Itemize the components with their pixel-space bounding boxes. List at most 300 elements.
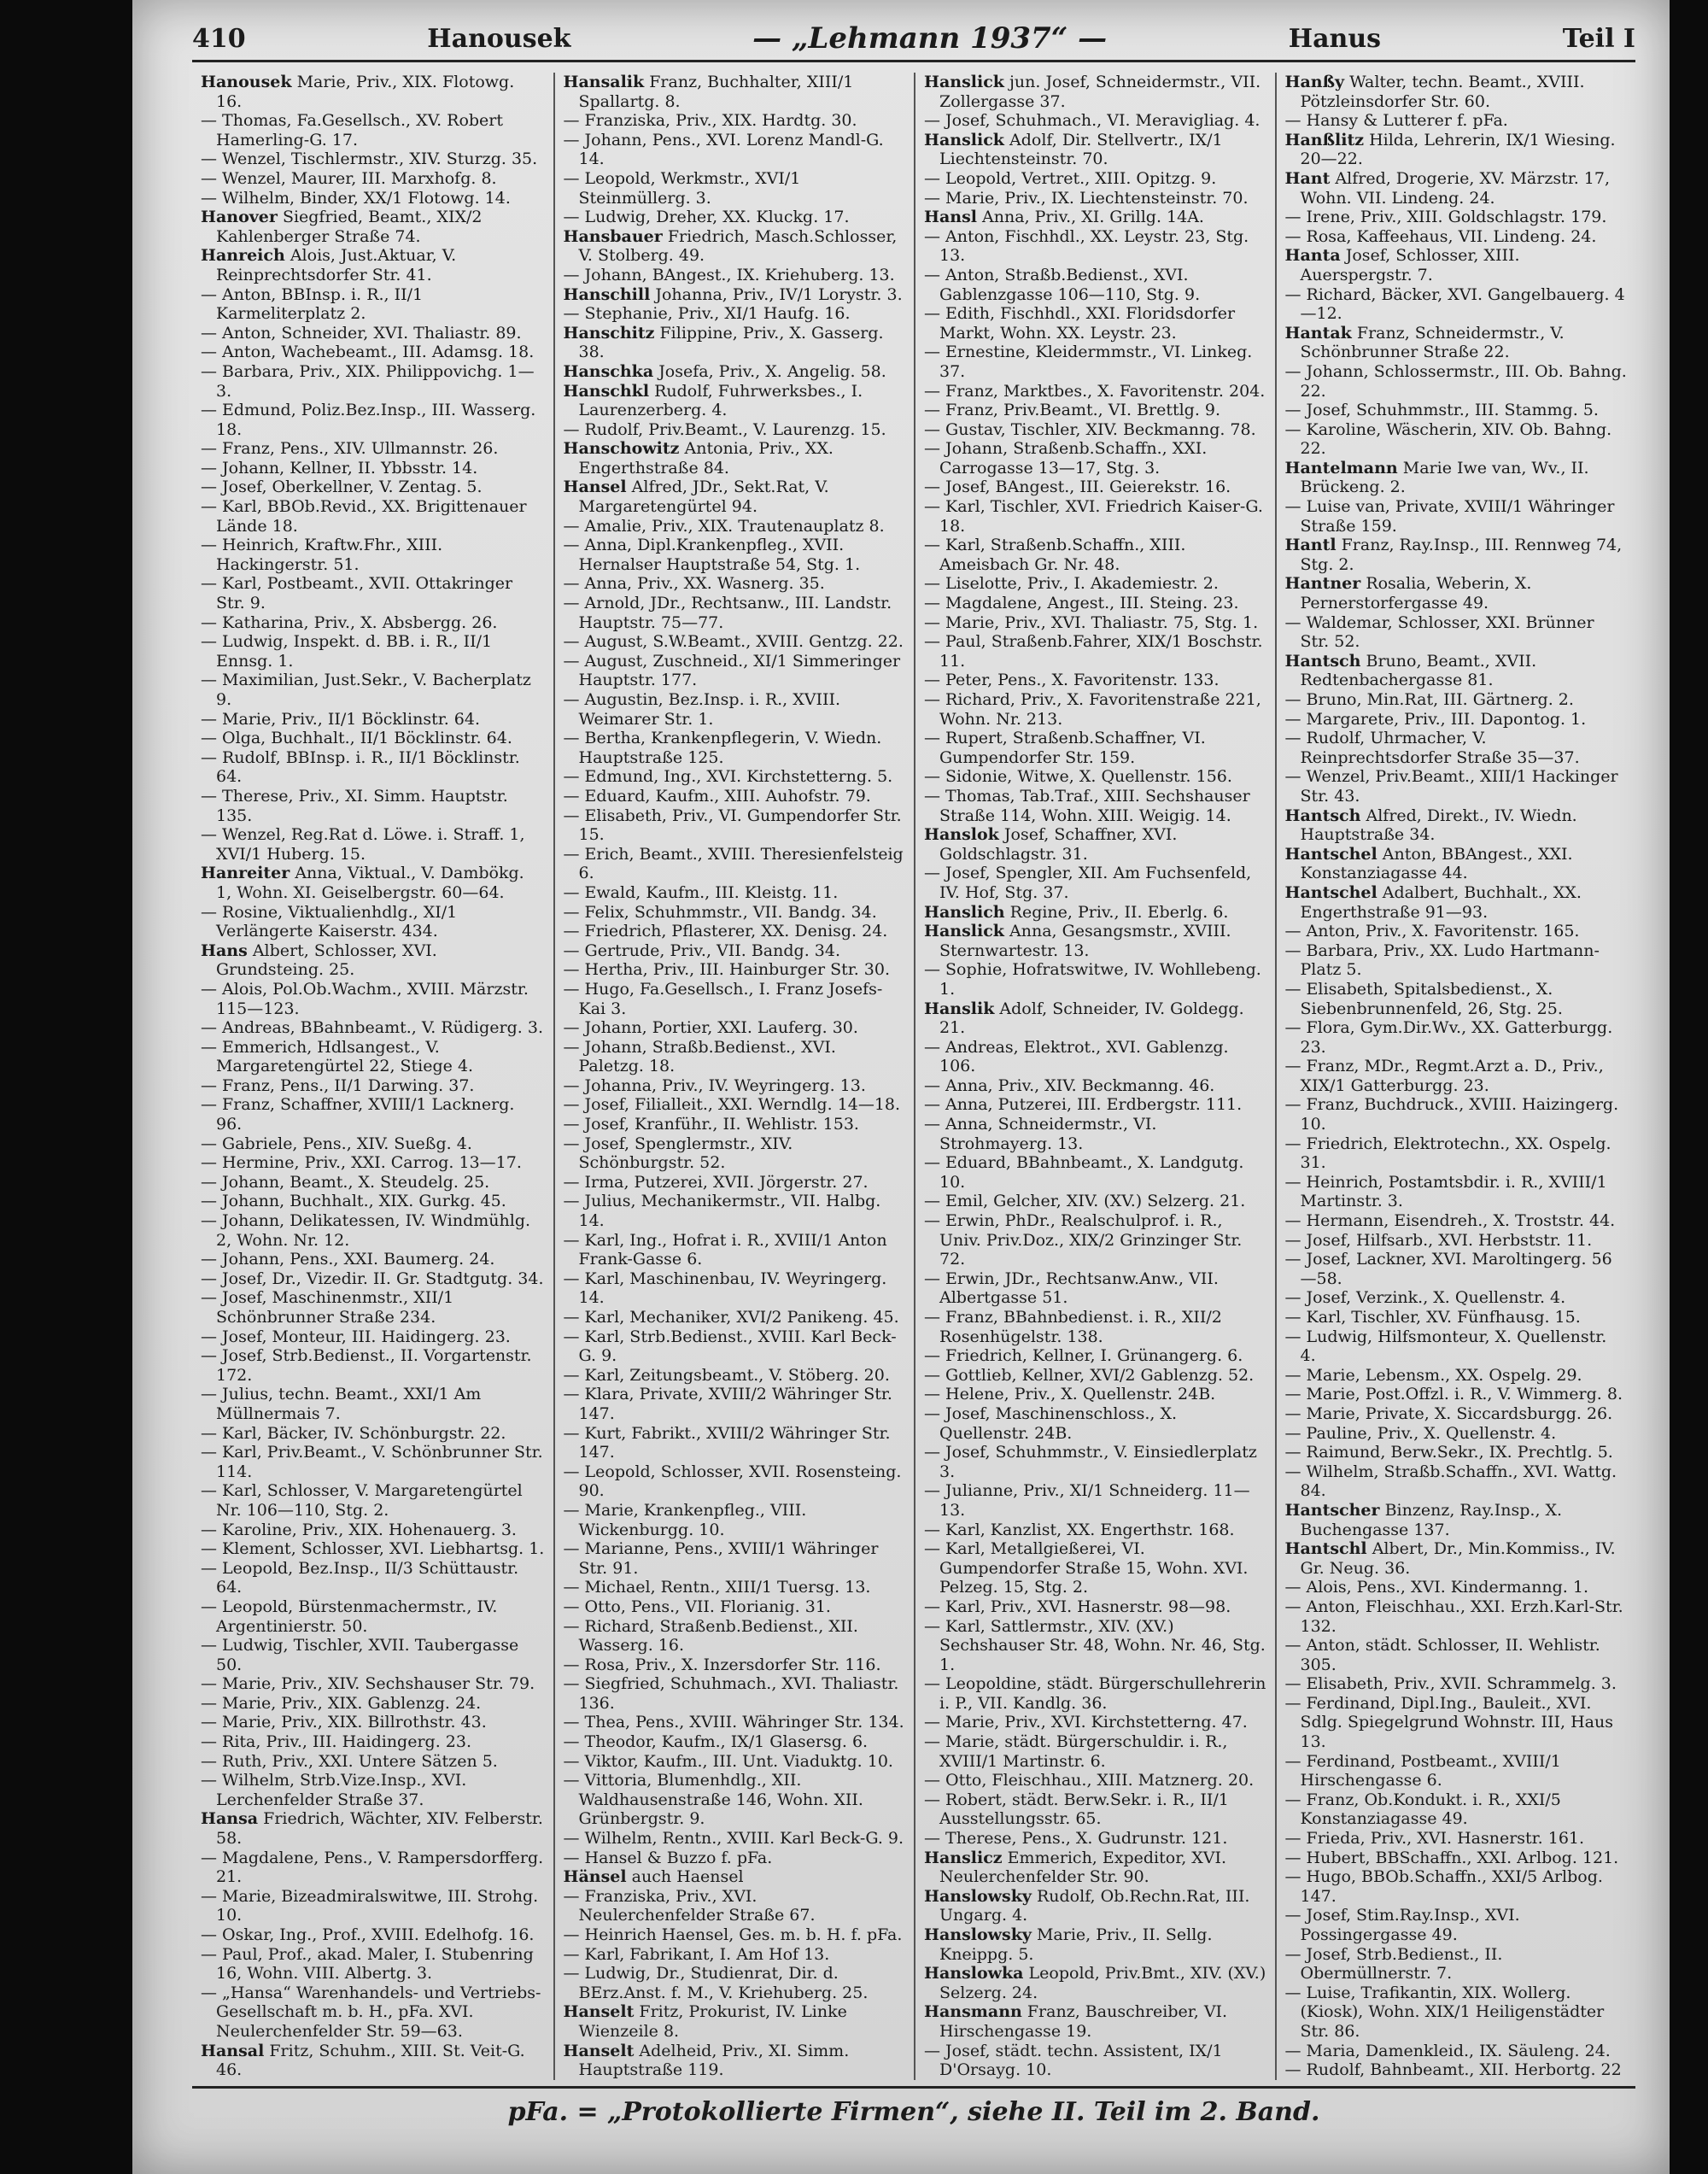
directory-entry [1285, 1308, 1628, 1327]
directory-entry [564, 420, 906, 440]
entry-text: — Richard, Priv., X. Favoritenstraße 221, Wohn. Nr. 213. [924, 690, 1261, 729]
directory-entry [564, 1849, 906, 1868]
entry-text: Friedrich, Masch.Schlosser, V. Stolberg. 49. [578, 226, 898, 266]
directory-entry [201, 1211, 545, 1250]
directory-entry [201, 1752, 545, 1772]
entry-text: — Marianne, Pens., XVIII/1 Währinger Str. 91. [563, 1539, 879, 1578]
entry-text: — Karl, BBOb.Revid., XX. Brigittenauer Lände 18. [201, 497, 527, 536]
entry-text: — Marie, städt. Bürgerschuldir. i. R., XVIII/1 Martinstr. 6. [924, 1732, 1228, 1771]
entry-text: — Bertha, Krankenpflegerin, V. Wiedn. Hauptstraße 125. [563, 729, 882, 767]
directory-entry [564, 1887, 906, 1925]
entry-text: — Erich, Beamt., XVIII. Theresienfelsteig 6. [563, 844, 904, 883]
page-footer [192, 2086, 1635, 2140]
directory-entry [1285, 497, 1628, 536]
directory-entry [564, 1115, 906, 1134]
entry-text: — Friedrich, Pflasterer, XX. Denisg. 24. [563, 922, 888, 941]
directory-entry [924, 420, 1266, 440]
entry-text: — Karl, Postbeamt., XVII. Ottakringer Str. 9. [201, 574, 513, 613]
directory-entry [201, 1288, 545, 1327]
directory-entry [201, 748, 545, 787]
directory-entry [1285, 1790, 1628, 1829]
directory-entry [1285, 1231, 1628, 1251]
entry-text: — Karl, Maschinenbau, IV. Weyringerg. 14. [563, 1269, 887, 1308]
entry-text: — Johann, Straßenb.Schaffn., XXI. Carrogasse 13—17, Stg. 3. [924, 439, 1208, 478]
entry-surname: Hanousek [201, 73, 292, 91]
directory-entry [201, 671, 545, 709]
directory-entry [924, 1829, 1266, 1849]
entry-text: — „Hansa“ Warenhandels- und Vertriebs-Gesellschaft m. b. H., pFa. XVI. Neulerchenfelder Str. 59—63. [201, 1983, 541, 2041]
directory-entry [564, 652, 906, 690]
entry-text: — Anna, Priv., XX. Wasnerg. 35. [563, 574, 825, 594]
entry-text: — Liselotte, Priv., I. Akademiestr. 2. [924, 574, 1219, 594]
directory-entry [924, 671, 1266, 690]
entry-text: — Marie, Priv., XVI. Thaliastr. 75, Stg. 1. [924, 612, 1259, 632]
entry-text: — Rosine, Viktualienhdlg., XI/1 Verlängerte Kaiserstr. 434. [201, 902, 458, 941]
directory-entry [201, 439, 545, 459]
directory-entry [924, 922, 1266, 960]
directory-entry [924, 903, 1266, 923]
directory-entry [924, 227, 1266, 266]
directory-entry [924, 382, 1266, 401]
entry-text: — Barbara, Priv., XX. Ludo Hartmann-Platz 5. [1284, 941, 1600, 980]
directory-entry [564, 1597, 906, 1617]
directory-entry [564, 1327, 906, 1366]
directory-column-3 [914, 73, 1275, 2080]
directory-entry [201, 1134, 545, 1154]
entry-text: — Flora, Gym.Dir.Wv., XX. Gatterburgg. 23. [1284, 1018, 1613, 1057]
entry-text: — Johann, Delikatessen, IV. Windmühlg. 2, Wohn. Nr. 12. [201, 1211, 531, 1250]
entry-surname: Hantschl [1284, 1539, 1367, 1559]
entry-surname: Hantak [1284, 323, 1352, 343]
directory-entry [924, 1153, 1266, 1192]
directory-entry [564, 632, 906, 652]
entry-text: Josef, Schlosser, XIII. Auerspergstr. 7. [1300, 246, 1520, 284]
directory-entry [1285, 1211, 1628, 1231]
entry-surname: Hanselt [563, 2041, 635, 2060]
directory-entry [564, 1655, 906, 1675]
entry-text: Adelheid, Priv., XI. Simm. Hauptstraße 119. [578, 2041, 850, 2080]
directory-entry [564, 1269, 906, 1308]
entry-text: Adolf, Dir. Stellvertr., IX/1 Liechtensteinstr. 70. [939, 130, 1223, 169]
header-part: Teil I [1562, 23, 1635, 54]
entry-text: — Karoline, Priv., XIX. Hohenauerg. 3. [201, 1520, 517, 1539]
directory-entry [1285, 2042, 1628, 2061]
entry-text: — Josef, Kranführ., II. Wehlistr. 153. [563, 1115, 859, 1134]
entry-text: — Edmund, Ing., XVI. Kirchstetterng. 5. [563, 767, 893, 787]
entry-surname: Hansa [201, 1809, 259, 1829]
directory-entry [1285, 1694, 1628, 1752]
entry-surname: Hantsch [1284, 806, 1361, 825]
directory-entry [201, 1694, 545, 1714]
directory-entry [564, 536, 906, 574]
entry-text: Fritz, Schuhm., XIII. St. Veit-G. 46. [216, 2041, 525, 2080]
entry-text: Alfred, Direkt., IV. Wiedn. Hauptstraße 34. [1300, 806, 1577, 845]
directory-entry [564, 1038, 906, 1076]
entry-text: Franz, Ray.Insp., III. Rennweg 74, Stg. 2. [1300, 536, 1623, 574]
directory-entry [201, 2042, 545, 2080]
directory-entry [1285, 227, 1628, 247]
directory-entry [1285, 690, 1628, 710]
directory-entry [1285, 73, 1628, 111]
entry-text: — Julius, Mechanikermstr., VII. Halbg. 14. [563, 1192, 881, 1231]
directory-entry [1285, 1867, 1628, 1906]
directory-entry [924, 1713, 1266, 1732]
entry-surname: Hanslicz [924, 1848, 1003, 1867]
directory-entry [564, 362, 906, 382]
entry-text: — Oskar, Ing., Prof., XVIII. Edelhofg. 16. [201, 1925, 535, 1944]
directory-entry [924, 189, 1266, 208]
directory-entry [564, 1385, 906, 1423]
entry-text: Filippine, Priv., X. Gasserg. 38. [578, 323, 884, 362]
entry-text: — Franz, Buchdruck., XVIII. Haizingerg. 10. [1284, 1095, 1619, 1134]
directory-entry [201, 903, 545, 941]
directory-entry [564, 1076, 906, 1096]
entry-text: — Thomas, Fa.Gesellsch., XV. Robert Hamerling-G. 17. [201, 111, 504, 149]
directory-entry [924, 401, 1266, 420]
entry-text: — Anton, Schneider, XVI. Thaliastr. 89. [201, 323, 522, 343]
entry-surname: Hanslowka [924, 1964, 1024, 1984]
directory-entry [1285, 2060, 1628, 2080]
entry-text: — Josef, Stim.Ray.Insp., XVI. Possingergasse 49. [1284, 1906, 1520, 1944]
entry-text: — Leopold, Werkmstr., XVI/1 Steinmüllerg. 3. [563, 168, 801, 208]
entry-surname: Hansl [924, 208, 977, 227]
directory-entry [564, 767, 906, 787]
directory-entry [564, 1964, 906, 2002]
entry-text: — August, Zuschneid., XI/1 Simmeringer Hauptstr. 177. [563, 651, 901, 690]
entry-text: — Josef, Schuhmmstr., V. Einsiedlerplatz 3. [924, 1443, 1257, 1481]
entry-text: — Katharina, Priv., X. Absbergg. 26. [201, 612, 498, 632]
entry-surname: Hanselt [563, 2002, 635, 2022]
entry-text: Albert, Schlosser, XVI. Grundsteing. 25. [216, 941, 437, 980]
entry-text: Bruno, Beamt., XVII. Redtenbachergasse 81. [1300, 651, 1537, 690]
directory-entry [1285, 652, 1628, 690]
entry-surname: Hanover [201, 208, 278, 227]
directory-entry [201, 73, 545, 111]
entry-text: — Marie, Post.Offzl. i. R., V. Wimmerg. 8. [1284, 1385, 1623, 1404]
entry-text: — Anton, städt. Schlosser, II. Wehlistr. 305. [1284, 1636, 1600, 1674]
entry-text: — Karl, Sattlermstr., XIV. (XV.) Sechshauser Str. 48, Wohn. Nr. 46, Stg. 1. [924, 1616, 1266, 1674]
directory-entry [564, 478, 906, 516]
entry-text: Marie, Priv., XIX. Flotowg. 16. [216, 73, 515, 111]
entry-text: — Hubert, BBSchaffn., XXI. Arlbog. 121. [1284, 1848, 1619, 1867]
directory-entry [201, 362, 545, 401]
directory-entry [1285, 1424, 1628, 1444]
entry-text: — Ludwig, Tischler, XVII. Taubergasse 50. [201, 1636, 519, 1674]
entry-text: auch Haensel [631, 1867, 744, 1887]
directory-entry [564, 227, 906, 266]
directory-entry [1285, 729, 1628, 767]
entry-text: Adolf, Schneider, IV. Goldegg. 21. [939, 999, 1244, 1038]
entry-text: — Hugo, BBOb.Schaffn., XXI/5 Arlbog. 147. [1284, 1867, 1603, 1906]
entry-text: — Johann, Kellner, II. Ybbsstr. 14. [201, 458, 478, 478]
entry-text: — Andreas, BBahnbeamt., V. Rüdigerg. 3. [201, 1018, 543, 1038]
directory-entry [201, 169, 545, 189]
entry-text: — Karl, Priv.Beamt., V. Schönbrunner Str. 114. [201, 1443, 543, 1481]
entry-surname: Hanschka [563, 361, 654, 381]
directory-entry [1285, 208, 1628, 227]
entry-text: Walter, techn. Beamt., XVIII. Pötzleinsdorfer Str. 60. [1300, 73, 1585, 111]
directory-entry [201, 1153, 545, 1173]
entry-text: Rosalia, Weberin, X. Pernerstorfergasse 49. [1300, 574, 1532, 613]
entry-text: — Marie, Private, X. Siccardsburgg. 26. [1284, 1403, 1613, 1423]
entry-text: — Anna, Putzerei, III. Erdbergstr. 111. [924, 1095, 1243, 1115]
directory-entry [564, 903, 906, 923]
entry-text: — Friedrich, Kellner, I. Grünangerg. 6. [924, 1346, 1243, 1366]
entry-text: Rudolf, Ob.Rechn.Rat, III. Ungarg. 4. [939, 1886, 1250, 1925]
entry-text: — Josef, Verzink., X. Quellenstr. 4. [1284, 1288, 1566, 1308]
entry-text: — Peter, Pens., X. Favoritenstr. 133. [924, 671, 1220, 690]
entry-text: — Marie, Bizeadmiralswitwe, III. Strohg. 10. [201, 1886, 539, 1925]
directory-column-2 [553, 73, 915, 2080]
directory-entry [564, 1829, 906, 1849]
entry-surname: Hanreich [201, 246, 285, 266]
directory-entry [1285, 1578, 1628, 1597]
entry-text: — Anton, Fischhdl., XX. Leystr. 23, Stg. 13. [924, 226, 1249, 266]
entry-text: — Josef, Strb.Bedienst., II. Obermüllnerstr. 7. [1284, 1944, 1503, 1984]
entry-text: — Sidonie, Witwe, X. Quellenstr. 156. [924, 767, 1232, 787]
directory-entry [564, 1539, 906, 1578]
directory-entry [564, 960, 906, 980]
directory-entry [1285, 131, 1628, 169]
directory-entry [564, 439, 906, 478]
directory-entry [1285, 1134, 1628, 1173]
directory-entry [1285, 285, 1628, 324]
entry-text: — Karl, Metallgießerei, VI. Gumpendorfer Straße 15, Wohn. XVI. Pelzeg. 15, Stg. 2. [924, 1539, 1249, 1597]
directory-entry [564, 1674, 906, 1713]
entry-text: Rudolf, Fuhrwerksbes., I. Laurenzerberg. 4. [578, 381, 863, 420]
directory-entry [564, 845, 906, 883]
entry-text: — Andreas, Elektrot., XVI. Gablenzg. 106. [924, 1037, 1229, 1076]
entry-surname: Hantschel [1284, 844, 1378, 864]
entry-surname: Hanslowsky [924, 1886, 1032, 1906]
entry-text: — Gottlieb, Kellner, XVI/2 Gablenzg. 52. [924, 1365, 1255, 1385]
header-right-word: Hanus [1288, 23, 1382, 54]
directory-entry [924, 2002, 1266, 2041]
directory-entry [924, 574, 1266, 594]
entry-text: — Viktor, Kaufm., III. Unt. Viaduktg. 10. [563, 1751, 893, 1771]
entry-text: — Richard, Straßenb.Bedienst., XII. Wasserg. 16. [563, 1616, 858, 1655]
entry-text: — Wenzel, Reg.Rat d. Löwe. i. Straff. 1, XVI/1 Huberg. 15. [201, 825, 525, 864]
directory-entry [924, 690, 1266, 729]
entry-text: — Ferdinand, Dipl.Ing., Bauleit., XVI. Sdlg. Spiegelgrund Wohnstr. III, Haus 13. [1284, 1693, 1613, 1752]
directory-entry [564, 2002, 906, 2041]
entry-surname: Hans [201, 941, 248, 960]
entry-text: Franz, Bauschreiber, VI. Hirschengasse 19. [939, 2002, 1228, 2041]
entry-surname: Hanßy [1284, 73, 1345, 91]
directory-entry [564, 1945, 906, 1965]
entry-text: — Leopoldine, städt. Bürgerschullehrerin i. P., VII. Kandlg. 36. [924, 1674, 1266, 1713]
directory-entry [1285, 1366, 1628, 1386]
entry-text: — Magdalene, Pens., V. Rampersdorfferg. 21. [201, 1848, 544, 1887]
directory-entry [564, 1018, 906, 1038]
directory-entry [201, 1771, 545, 1809]
entry-text: — Frieda, Priv., XVI. Hasnerstr. 161. [1284, 1829, 1585, 1849]
directory-entry [924, 1404, 1266, 1443]
entry-text: — Klement, Schlosser, XVI. Liebhartsg. 1. [201, 1539, 545, 1559]
entry-text: — Irma, Putzerei, XVII. Jörgerstr. 27. [563, 1172, 869, 1192]
directory-entry [924, 1385, 1266, 1404]
entry-text: — Josef, Lackner, XVI. Maroltingerg. 56—58. [1284, 1250, 1612, 1288]
directory-entry [564, 594, 906, 632]
entry-text: — Elisabeth, Spitalsbedienst., X. Siebenbrunnenfeld, 26, Stg. 25. [1284, 979, 1563, 1018]
directory-entry [1285, 1984, 1628, 2042]
directory-entry [924, 1849, 1266, 1887]
entry-text: — Thea, Pens., XVIII. Währinger Str. 134. [563, 1713, 904, 1732]
directory-entry [564, 1713, 906, 1732]
directory-entry [1285, 362, 1628, 401]
entry-text: — Vittoria, Blumenhdlg., XII. Waldhausenstraße 146, Wohn. XII. Grünbergstr. 9. [563, 1771, 863, 1829]
directory-entry [924, 1443, 1266, 1481]
entry-text: — Augustin, Bez.Insp. i. R., XVIII. Weimarer Str. 1. [563, 690, 841, 729]
directory-entry [201, 1925, 545, 1945]
directory-entry [1285, 1501, 1628, 1539]
directory-entry [924, 1095, 1266, 1115]
entry-text: Regine, Priv., II. Eberlg. 6. [1009, 902, 1229, 922]
entry-text: — Leopold, Bez.Insp., II/3 Schüttaustr. 64. [201, 1558, 519, 1597]
entry-text: — Johanna, Priv., IV. Weyringerg. 13. [563, 1075, 866, 1095]
directory-entry [201, 1732, 545, 1752]
entry-text: — Otto, Pens., VII. Florianig. 31. [563, 1597, 831, 1616]
entry-text: — Stephanie, Priv., XI/1 Haufg. 16. [563, 304, 851, 324]
directory-entry [1285, 1674, 1628, 1694]
entry-text: Alfred, JDr., Sekt.Rat, V. Margaretengürtel 94. [578, 478, 829, 517]
entry-text: — Ludwig, Dr., Studienrat, Dir. d. BErz.Anst. f. M., V. Kriehuberg. 25. [563, 1964, 869, 2002]
entry-text: — Edith, Fischhdl., XXI. Floridsdorfer Markt, Wohn. XX. Leystr. 23. [924, 304, 1236, 343]
entry-surname: Hansel [563, 478, 627, 497]
entry-text: — Anton, Straßb.Bedienst., XVI. Gablenzgasse 106—110, Stg. 9. [924, 265, 1201, 304]
entry-text: — Karl, Straßenb.Schaffn., XIII. Ameisbach Gr. Nr. 48. [924, 536, 1186, 574]
directory-entry [1285, 980, 1628, 1018]
entry-surname: Hanschowitz [563, 439, 680, 459]
entry-text: — Siegfried, Schuhmach., XVI. Thaliastr. 136. [563, 1674, 899, 1713]
entry-surname: Hanslich [924, 902, 1005, 922]
directory-columns [192, 73, 1635, 2080]
directory-entry [924, 1481, 1266, 1520]
entry-surname: Hantl [1284, 536, 1337, 555]
entry-surname: Hanschitz [563, 323, 655, 343]
entry-text: Franz, Buchhalter, XIII/1 Spallartg. 8. [578, 73, 854, 111]
directory-entry [564, 169, 906, 208]
entry-text: Friedrich, Wächter, XIV. Felberstr. 58. [216, 1809, 543, 1849]
directory-entry [201, 459, 545, 478]
directory-entry [924, 1539, 1266, 1597]
directory-entry [564, 1771, 906, 1829]
entry-text: — Julius, techn. Beamt., XXI/1 Am Müllnermais 7. [201, 1385, 482, 1423]
entry-text: — Anton, Fleischhau., XXI. Erzh.Karl-Str. 132. [1284, 1597, 1623, 1636]
entry-text: — Josef, Oberkellner, V. Zentag. 5. [201, 478, 483, 497]
entry-text: — Karl, Fabrikant, I. Am Hof 13. [563, 1944, 830, 1964]
directory-entry [1285, 710, 1628, 730]
footer-note: pFa. = „Protokollierte Firmen“, siehe II. Teil im 2. Band. [507, 2097, 1320, 2127]
entry-text: — Josef, Monteur, III. Haidingerg. 23. [201, 1327, 511, 1346]
entry-text: — Gertrude, Priv., VII. Bandg. 34. [563, 941, 840, 960]
entry-text: — Anton, BBInsp. i. R., II/1 Karmeliterplatz 2. [201, 284, 424, 324]
directory-entry [564, 73, 906, 111]
directory-entry [924, 1771, 1266, 1790]
entry-text: Alois, Just.Aktuar, V. Reinprechtsdorfer Str. 41. [216, 246, 457, 284]
directory-entry [201, 478, 545, 497]
directory-entry [201, 1713, 545, 1732]
directory-entry [1285, 1095, 1628, 1134]
entry-surname: Hantelmann [1284, 458, 1398, 478]
entry-text: — Olga, Buchhalt., II/1 Böcklinstr. 64. [201, 729, 512, 748]
directory-entry [564, 922, 906, 941]
directory-entry [201, 1424, 545, 1444]
entry-text: Fritz, Prokurist, IV. Linke Wienzeile 8. [578, 2002, 847, 2041]
directory-entry [201, 149, 545, 169]
entry-text: — Luise, Trafikantin, XIX. Wollerg. (Kiosk), Wohn. XIX/1 Heiligenstädter Str. 86. [1284, 1983, 1605, 2041]
directory-entry [924, 1674, 1266, 1713]
directory-entry [201, 1018, 545, 1038]
directory-entry [924, 1211, 1266, 1269]
directory-entry [564, 690, 906, 729]
entry-text: — Karl, Priv., XVI. Hasnerstr. 98—98. [924, 1597, 1231, 1616]
directory-entry [564, 883, 906, 903]
entry-surname: Hanschill [563, 284, 651, 304]
directory-entry [1285, 1443, 1628, 1462]
entry-text: Anna, Viktual., V. Dambökg. 1, Wohn. XI. Geiselbergstr. 60—64. [216, 864, 524, 902]
directory-entry [924, 1346, 1266, 1366]
entry-text: — Johann, BAngest., IX. Kriehuberg. 13. [563, 265, 895, 284]
directory-entry [1285, 1539, 1628, 1578]
directory-entry [1285, 111, 1628, 131]
entry-text: — Hermann, Eisendreh., X. Troststr. 44. [1284, 1211, 1616, 1231]
entry-text: — Karl, Ing., Hofrat i. R., XVIII/1 Anton Frank-Gasse 6. [563, 1230, 887, 1269]
directory-entry [924, 960, 1266, 999]
entry-text: — Marie, Krankenpfleg., VIII. Wickenburgg. 10. [563, 1500, 807, 1539]
entry-surname: Hanslick [924, 130, 1004, 149]
entry-text: — Johann, Buchhalt., XIX. Gurkg. 45. [201, 1192, 506, 1211]
entry-text: — Alois, Pens., XVI. Kindermanng. 1. [1284, 1578, 1588, 1597]
entry-text: Marie Iwe van, Wv., II. Brückeng. 2. [1300, 458, 1589, 497]
directory-entry [564, 1732, 906, 1752]
directory-entry [564, 1501, 906, 1539]
directory-entry [201, 1597, 545, 1636]
entry-text: — Josef, BAngest., III. Geierekstr. 16. [924, 478, 1231, 497]
entry-text: — Gustav, Tischler, XIV. Beckmanng. 78. [924, 419, 1256, 439]
entry-text: — Johann, Portier, XXI. Lauferg. 30. [563, 1018, 858, 1038]
entry-text: — Ludwig, Hilfsmonteur, X. Quellenstr. 4. [1284, 1327, 1607, 1366]
directory-entry [564, 1867, 906, 1887]
entry-text: — Karl, Bäcker, IV. Schönburgstr. 22. [201, 1423, 506, 1443]
entry-text: — Josef, städt. techn. Assistent, IX/1 D'Orsayg. 10. [924, 2041, 1223, 2080]
entry-text: — Heinrich, Kraftw.Fhr., XIII. Hackingerstr. 51. [201, 536, 443, 574]
directory-entry [201, 401, 545, 439]
entry-text: — Wilhelm, Strb.Vize.Insp., XVI. Lerchenfelder Straße 37. [201, 1771, 467, 1809]
directory-entry [1285, 401, 1628, 420]
directory-entry [1285, 1327, 1628, 1366]
directory-entry [201, 710, 545, 730]
entry-text: — Eduard, Kaufm., XIII. Auhofstr. 79. [563, 786, 871, 806]
page-header [192, 17, 1635, 62]
entry-text: — Anna, Schneidermstr., VI. Strohmayerg. 13. [924, 1115, 1157, 1153]
directory-entry [564, 1308, 906, 1327]
directory-entry [1285, 1404, 1628, 1424]
entry-text: — Pauline, Priv., X. Quellenstr. 4. [1284, 1423, 1557, 1443]
directory-entry [924, 343, 1266, 381]
entry-text: — Therese, Priv., XI. Simm. Hauptstr. 135. [201, 786, 508, 825]
entry-text: — Leopold, Vertret., XIII. Opitzg. 9. [924, 168, 1217, 188]
directory-entry [924, 266, 1266, 304]
entry-surname: Hant [1284, 168, 1331, 188]
entry-text: — Karl, Strb.Bedienst., XVIII. Karl Beck-G. 9. [563, 1327, 897, 1366]
entry-surname: Hanslok [924, 825, 999, 845]
directory-entry [924, 787, 1266, 825]
directory-entry [924, 439, 1266, 478]
directory-entry [924, 1269, 1266, 1308]
directory-entry [201, 1984, 545, 2042]
directory-entry [564, 1173, 906, 1192]
